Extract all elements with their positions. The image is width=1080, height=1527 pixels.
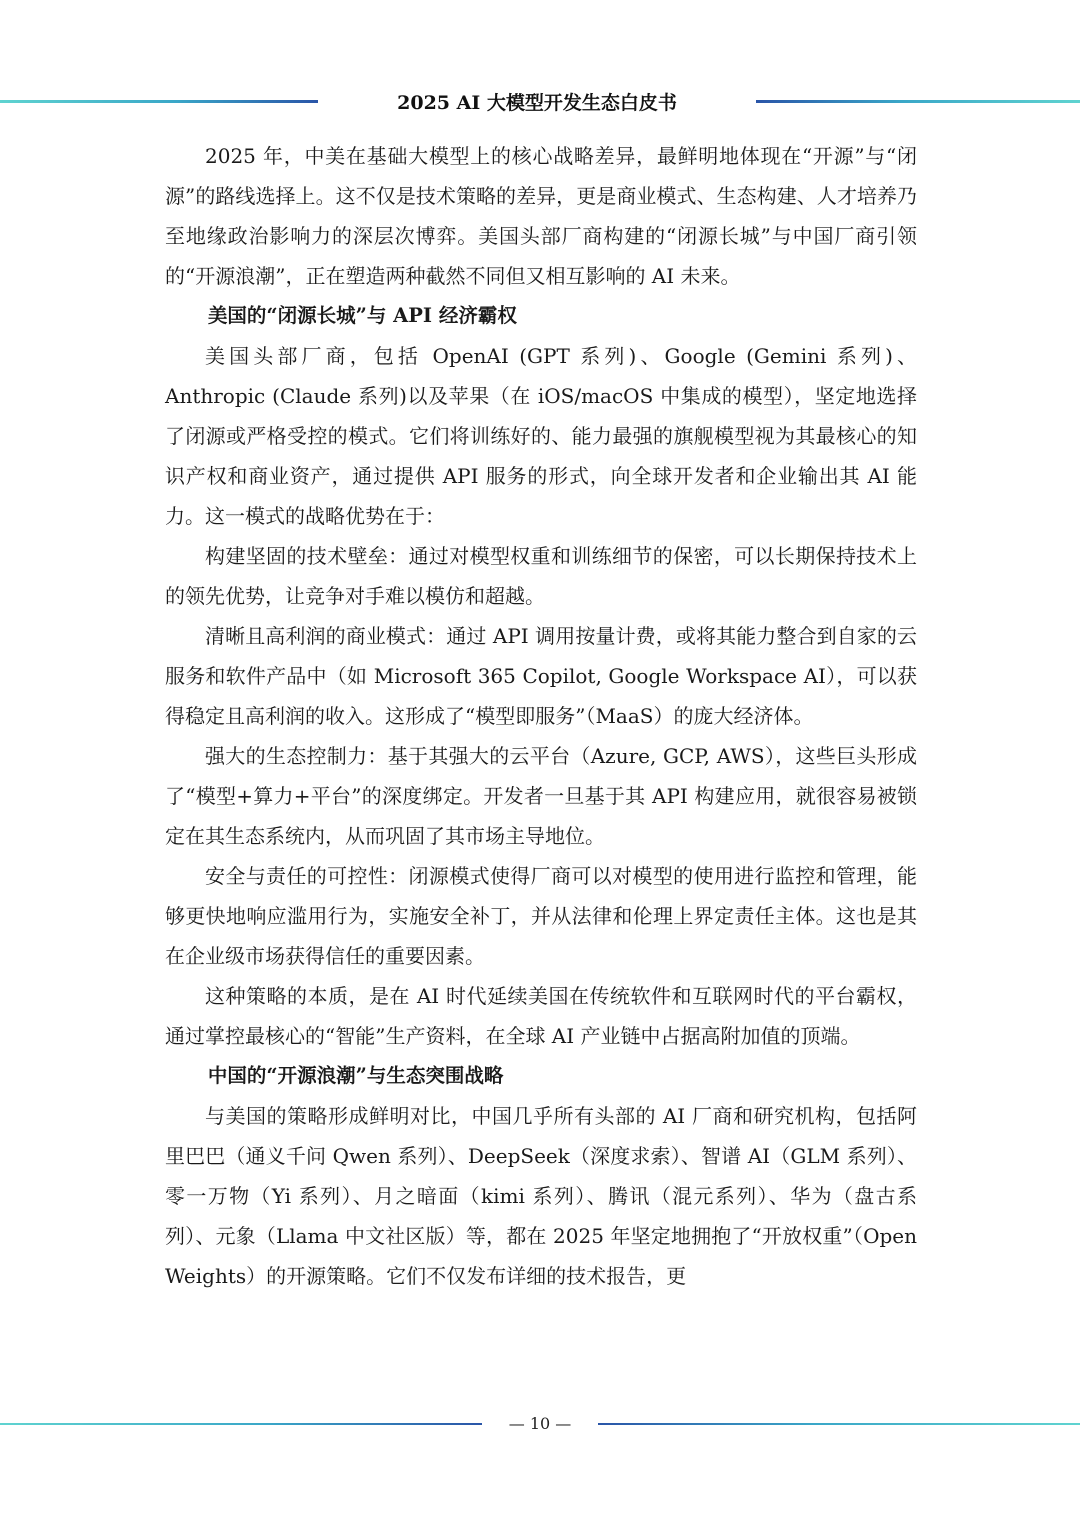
body-paragraph: 构建坚固的技术壁垒：通过对模型权重和训练细节的保密，可以长期保持技术上的领先优势，让竞争对手难以模仿和超越。 bbox=[165, 544, 917, 608]
section-heading-china-open-source: 中国的“开源浪潮”与生态突围战略 bbox=[207, 1064, 504, 1087]
page-header-title: 2025 AI 大模型开发生态白皮书 bbox=[397, 92, 677, 114]
body-paragraph: 强大的生态控制力：基于其强大的云平台（Azure, GCP, AWS），这些巨头形成了“模型+算力+平台”的深度绑定。开发者一旦基于其 API 构建应用，就很容易被锁定在其生态系统内，从而巩固了其市场主导地位。 bbox=[165, 744, 917, 848]
header-rule-left bbox=[0, 100, 318, 103]
header-rule-right bbox=[756, 100, 1080, 103]
footer-rule-left bbox=[0, 1423, 482, 1425]
body-paragraph: 2025 年，中美在基础大模型上的核心战略差异，最鲜明地体现在“开源”与“闭源”的路线选择上。这不仅是技术策略的差异，更是商业模式、生态构建、人才培养乃至地缘政治影响力的深层次博弈。美国头部厂商构建的“闭源长城”与中国厂商引领的“开源浪潮”，正在塑造两种截然不同但又相互影响的 AI 未来。 bbox=[165, 144, 917, 288]
page-number: — 10 — bbox=[508, 1414, 572, 1433]
footer-rule-right bbox=[598, 1423, 1080, 1425]
body-paragraph: 这种策略的本质，是在 AI 时代延续美国在传统软件和互联网时代的平台霸权，通过掌控最核心的“智能”生产资料，在全球 AI 产业链中占据高附加值的顶端。 bbox=[165, 984, 917, 1048]
body-paragraph: 清晰且高利润的商业模式：通过 API 调用按量计费，或将其能力整合到自家的云服务和软件产品中（如 Microsoft 365 Copilot, Google Workspace AI），可以获得稳定且高利润的收入。这形成了“模型即服务”（MaaS）的庞大经济体。 bbox=[165, 624, 917, 728]
section-heading-us-closed-source: 美国的“闭源长城”与 API 经济霸权 bbox=[207, 304, 517, 327]
body-paragraph: 安全与责任的可控性：闭源模式使得厂商可以对模型的使用进行监控和管理，能够更快地响应滥用行为，实施安全补丁，并从法律和伦理上界定责任主体。这也是其在企业级市场获得信任的重要因素。 bbox=[165, 864, 917, 968]
body-paragraph: 美国头部厂商，包括 OpenAI (GPT 系列)、Google (Gemini 系列)、Anthropic (Claude 系列)以及苹果（在 iOS/macOS 中集成的模型），坚定地选择了闭源或严格受控的模式。它们将训练好的、能力最强的旗舰模型视为其最核心的知识产权和商业资产，通过提供 API 服务的形式，向全球开发者和企业输出其 AI 能力。这一模式的战略优势在于： bbox=[165, 344, 917, 528]
document-body bbox=[165, 136, 917, 1296]
body-paragraph: 与美国的策略形成鲜明对比，中国几乎所有头部的 AI 厂商和研究机构，包括阿里巴巴（通义千问 Qwen 系列）、DeepSeek（深度求索）、智谱 AI（GLM 系列）、零一万物（Yi 系列）、月之暗面（kimi 系列）、腾讯（混元系列）、华为（盘古系列）、元象（Llama 中文社区版）等，都在 2025 年坚定地拥抱了“开放权重”（Open Weights）的开源策略。它们不仅发布详细的技术报告，更 bbox=[165, 1104, 917, 1288]
